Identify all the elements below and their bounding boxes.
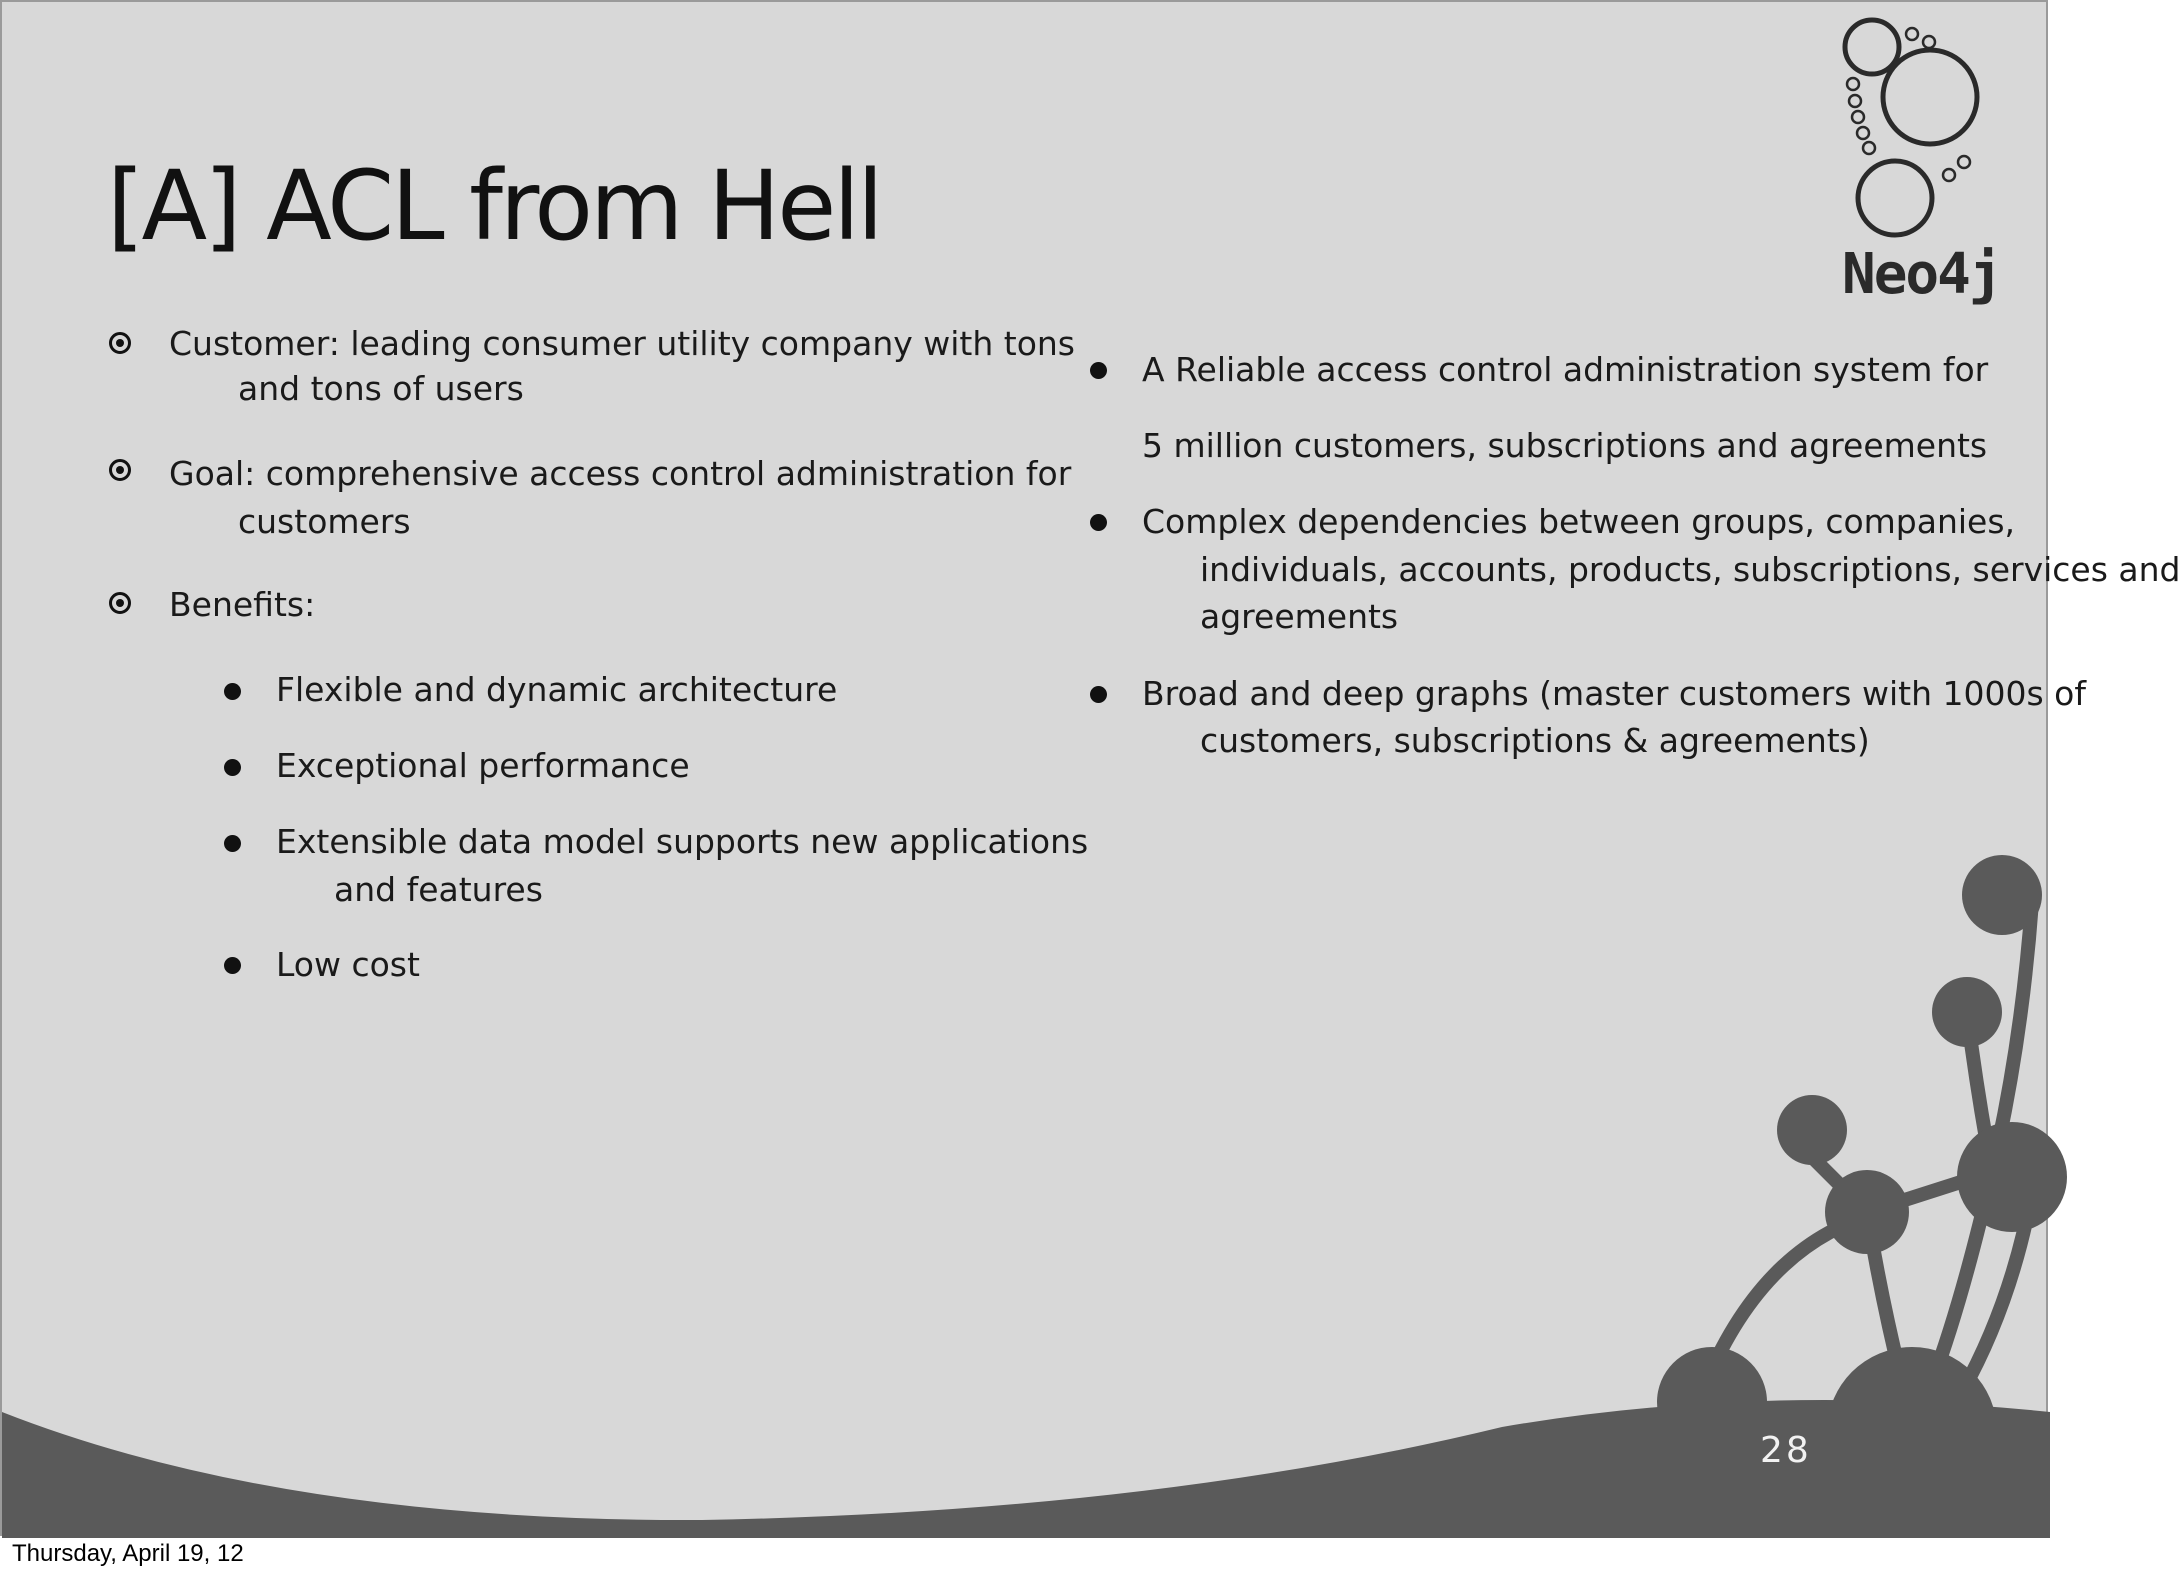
right-item-broad-cont: customers, subscriptions & agreements) bbox=[1200, 721, 1870, 760]
left-item-goal: Goal: comprehensive access control administration for bbox=[169, 454, 1072, 493]
ground-wave bbox=[2, 1400, 2050, 1538]
right-item-broad: Broad and deep graphs (master customers with 1000s of bbox=[1142, 674, 2086, 713]
footer-date: Thursday, April 19, 12 bbox=[12, 1540, 244, 1567]
bullet-icon bbox=[224, 957, 241, 974]
bullet-icon bbox=[1090, 514, 1107, 531]
neo4j-bubbles-icon bbox=[1845, 20, 1977, 235]
benefit-item: Extensible data model supports new applications bbox=[276, 822, 1089, 861]
neo4j-logo-text: Neo4j bbox=[1842, 242, 2001, 307]
benefit-item: Exceptional performance bbox=[276, 746, 690, 785]
right-item-reliable-cont: 5 million customers, subscriptions and agreements bbox=[1142, 426, 1988, 465]
right-item-complex-cont2: agreements bbox=[1200, 597, 1399, 636]
left-item-benefits: Benefits: bbox=[169, 585, 316, 624]
page-number: 28 bbox=[1760, 1430, 1812, 1471]
right-item-complex: Complex dependencies between groups, companies, bbox=[1142, 502, 2016, 541]
bullet-icon bbox=[224, 683, 241, 700]
benefit-item-cont: and features bbox=[334, 870, 543, 909]
right-item-complex-cont: individuals, accounts, products, subscriptions, services and bbox=[1200, 550, 2181, 589]
graph-node bbox=[1777, 1095, 1847, 1165]
bullet-icon bbox=[1090, 362, 1107, 379]
graph-node bbox=[1957, 1122, 2067, 1232]
benefit-item: Low cost bbox=[276, 945, 420, 984]
right-item-reliable: A Reliable access control administration system for bbox=[1142, 350, 1989, 389]
target-bullet-icon bbox=[109, 592, 131, 614]
graph-node bbox=[1825, 1170, 1909, 1254]
bullet-icon bbox=[1090, 686, 1107, 703]
graph-node bbox=[1932, 977, 2002, 1047]
benefit-item: Flexible and dynamic architecture bbox=[276, 670, 838, 709]
bullet-icon bbox=[224, 835, 241, 852]
graph-node bbox=[1962, 855, 2042, 935]
bullet-icon bbox=[224, 759, 241, 776]
target-bullet-icon bbox=[109, 332, 131, 354]
target-bullet-icon bbox=[109, 459, 131, 481]
left-item-goal-cont: customers bbox=[238, 502, 411, 541]
slide-title: [A] ACL from Hell bbox=[107, 150, 881, 262]
left-item-customer: Customer: leading consumer utility company with tons bbox=[169, 324, 1075, 363]
left-item-customer-cont: and tons of users bbox=[238, 369, 524, 408]
